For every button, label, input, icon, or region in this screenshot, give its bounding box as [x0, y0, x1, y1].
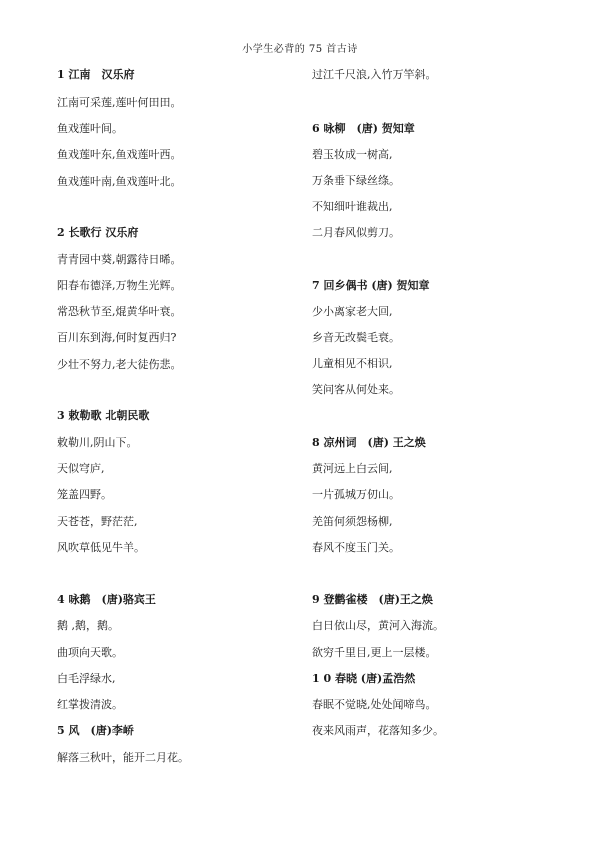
poem-line: 羌笛何须怨杨柳,	[312, 515, 393, 528]
poem-line: 江南可采莲,莲叶何田田。	[57, 96, 182, 109]
poem-heading: 3 敕勒歌 北朝民歌	[57, 409, 150, 422]
poem-line: 过江千尺浪,入竹万竿斜。	[312, 68, 437, 81]
poem-line: 天苍苍，野茫茫,	[57, 515, 138, 528]
poem-line: 白日依山尽，黄河入海流。	[312, 619, 444, 632]
poem-line: 不知细叶谁裁出,	[312, 200, 393, 213]
poem-line: 碧玉妆成一树高,	[312, 148, 393, 161]
poem-line: 春眠不觉晓,处处闻啼鸟。	[312, 698, 437, 711]
poem-line: 笑问客从何处来。	[312, 383, 400, 396]
poem-line: 欲穷千里目,更上一层楼。	[312, 646, 437, 659]
poem-line: 少小离家老大回,	[312, 305, 393, 318]
page-title: 小学生必背的 75 首古诗	[242, 44, 358, 55]
poem-heading: 5 风 (唐)李峤	[57, 724, 134, 737]
poem-line: 黄河远上白云间,	[312, 462, 393, 475]
poem-line: 二月春风似剪刀。	[312, 226, 400, 239]
poem-line: 解落三秋叶，能开二月花。	[57, 751, 189, 764]
poem-line: 白毛浮绿水,	[57, 672, 116, 685]
poem-line: 万条垂下绿丝绦。	[312, 174, 400, 187]
poem-line: 儿童相见不相识,	[312, 357, 393, 370]
poem-line: 鱼戏莲叶南,鱼戏莲叶北。	[57, 175, 182, 188]
poem-line: 曲项向天歌。	[57, 646, 123, 659]
poem-line: 百川东到海,何时复西归?	[57, 331, 177, 344]
poem-line: 阳春布德泽,万物生光辉。	[57, 279, 182, 292]
poem-line: 少壮不努力,老大徒伤悲。	[57, 358, 182, 371]
poem-heading: 4 咏鹅 (唐)骆宾王	[57, 593, 156, 606]
poem-line: 笼盖四野。	[57, 488, 112, 501]
poem-heading: 8 凉州词 (唐) 王之焕	[312, 436, 426, 449]
poem-line: 风吹草低见牛羊。	[57, 541, 145, 554]
poem-line: 鹅 ,鹅，鹅。	[57, 619, 119, 632]
poem-line: 一片孤城万仞山。	[312, 488, 400, 501]
poem-line: 天似穹庐,	[57, 462, 105, 475]
poem-line: 敕勒川,阴山下。	[57, 436, 138, 449]
poem-line: 夜来风雨声，花落知多少。	[312, 724, 444, 737]
poem-heading: 7 回乡偶书 (唐) 贺知章	[312, 279, 430, 292]
poem-line: 乡音无改鬓毛衰。	[312, 331, 400, 344]
poem-line: 鱼戏莲叶间。	[57, 122, 123, 135]
poem-heading: 1 江南 汉乐府	[57, 68, 135, 81]
poem-heading: 9 登鹳雀楼 (唐)王之焕	[312, 593, 433, 606]
poem-heading: 1 0 春晓 (唐)孟浩然	[312, 672, 416, 685]
poem-line: 春风不度玉门关。	[312, 541, 400, 554]
poem-heading: 6 咏柳 (唐) 贺知章	[312, 122, 415, 135]
poem-line: 红掌拨清波。	[57, 698, 123, 711]
poem-line: 常恐秋节至,焜黄华叶衰。	[57, 305, 182, 318]
poem-heading: 2 长歌行 汉乐府	[57, 226, 139, 239]
poem-line: 青青园中葵,朝露待日晞。	[57, 253, 182, 266]
poem-line: 鱼戏莲叶东,鱼戏莲叶西。	[57, 148, 182, 161]
